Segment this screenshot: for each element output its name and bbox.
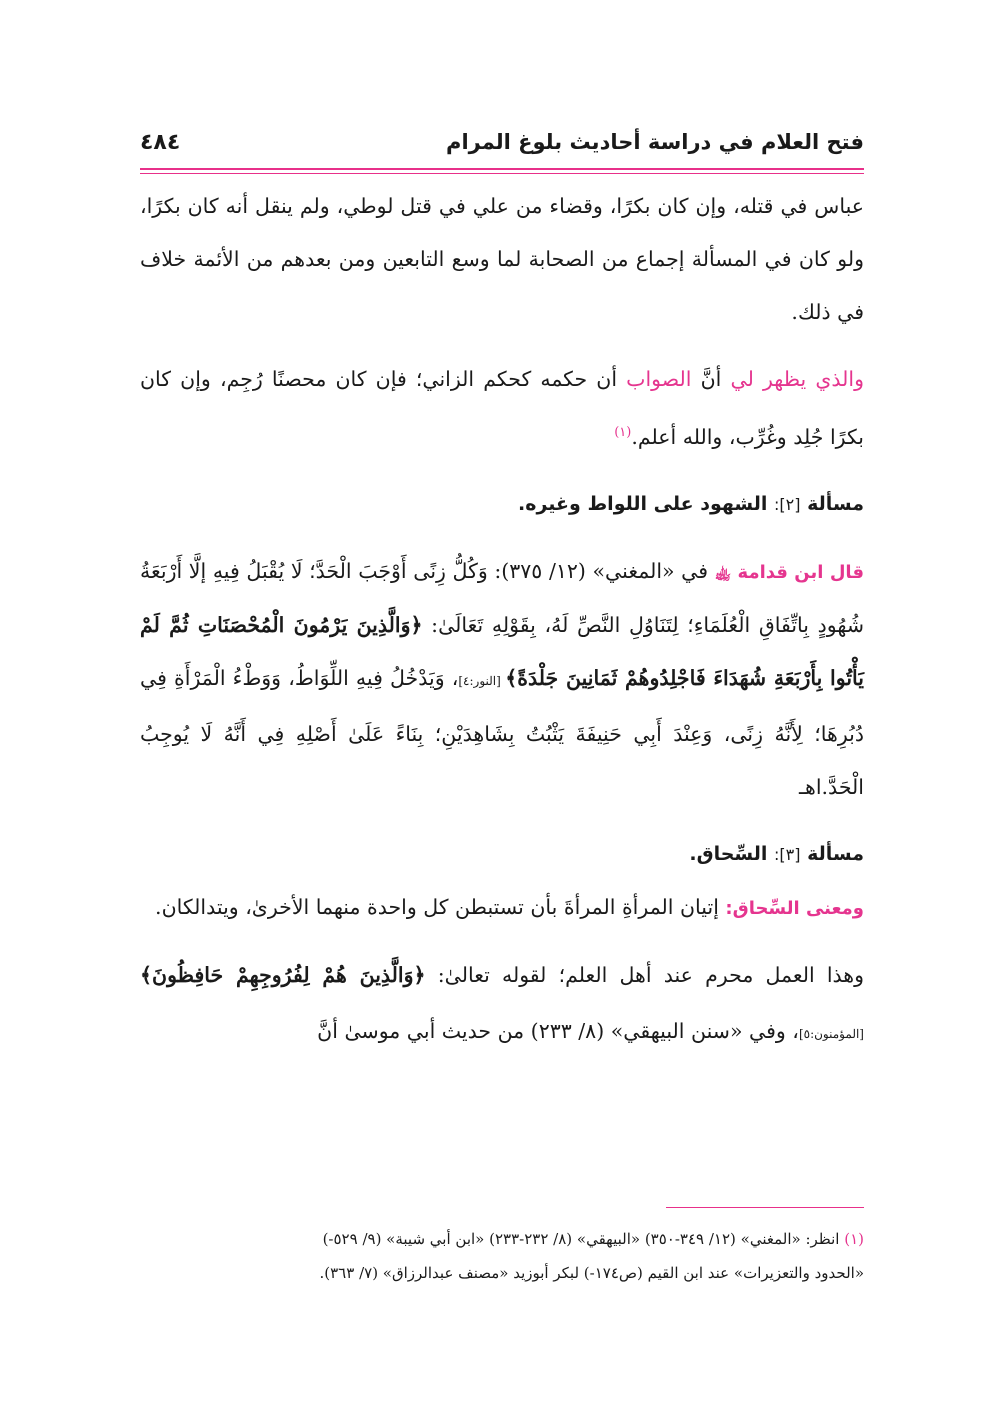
paragraph-5 xyxy=(140,949,864,1061)
header-rule-thin xyxy=(140,173,864,174)
issue-2-label: مسألة xyxy=(800,492,864,515)
page-number: ٤٨٤ xyxy=(140,129,181,155)
quran-verse-muminun: ﴿وَالَّذِينَ هُمْ لِفُرُوجِهِمْ حَافِظُونَ﴾ xyxy=(140,962,426,987)
issue-2-heading xyxy=(140,478,864,531)
page-header xyxy=(140,122,864,162)
p2-mid: أنَّ xyxy=(691,367,731,391)
footnote-reference[interactable]: (١) xyxy=(614,425,632,440)
p5-text-b: ، وفي «سنن البيهقي» (٨/ ٢٣٣) من حديث أبي موسىٰ أنَّ xyxy=(317,1018,799,1043)
issue-2-title: الشهود على اللواط وغيره. xyxy=(518,492,774,515)
header-rule xyxy=(140,168,864,170)
verse-reference-muminun: [المؤمنون:٥] xyxy=(798,1026,864,1041)
paragraph-3 xyxy=(140,545,864,814)
correct-word: الصواب xyxy=(626,367,692,391)
paragraph-1: عباس في قتله، وإن كان بكرًا، وقضاء من علي في قتل لوطي، ولم ينقل أنه كان بكرًا، ولو كان في المسألة إجماع من الصحابة لما وسع التابعين ومن بعدهم من الأئمة خلاف في ذلك. xyxy=(140,194,864,324)
issue-3-number: [٣]: xyxy=(774,844,801,864)
quran-verse-nur: ﴿وَالَّذِينَ يَرْمُونَ الْمُحْصَنَاتِ ثُمَّ لَمْ يَأْتُوا بِأَرْبَعَةِ شُهَدَاءَ فَاجْلِدُوهُمْ ثَمَانِينَ جَلْدَةً﴾ xyxy=(140,612,864,690)
footnote-number: (١) xyxy=(844,1230,864,1248)
page-body xyxy=(140,180,864,1061)
footnote-line-1 xyxy=(140,1222,864,1256)
p2-rest: أن حكمه كحكم الزاني؛ فإن كان محصنًا رُجِم، وإن كان بكرًا جُلِد وغُرِّب، والله أعلم. xyxy=(140,367,864,449)
footnote-text-1: انظر: «المغني» (١٢/ ٣٤٩-٣٥٠) «البيهقي» (٨/ ٢٣٢-٢٣٣) «ابن أبي شيبة» (٩/ ٥٢٩-) xyxy=(322,1230,845,1248)
definition-lead: ومعنى السِّحاق: xyxy=(725,897,864,919)
p5-text-a: وهذا العمل محرم عند أهل العلم؛ لقوله تعالىٰ: xyxy=(425,962,865,987)
footnote-line-2: «الحدود والتعزيرات» عند ابن القيم (ص١٧٤-) لبكر أبوزيد «مصنف عبدالرزاق» (٧/ ٣٦٣). xyxy=(319,1264,864,1282)
ibn-qudama-lead: قال ابن قدامة ﵀ xyxy=(714,561,864,583)
p4-rest: إتيان المرأةِ المرأةَ بأن تستبطن كل واحدة منهما الأخرىٰ، ويتدالكان. xyxy=(155,894,726,919)
issue-2-number: [٢]: xyxy=(774,494,801,514)
paragraph-2 xyxy=(140,353,864,464)
issue-3-heading xyxy=(140,828,864,881)
running-title: فتح العلام في دراسة أحاديث بلوغ المرام xyxy=(446,130,864,154)
p3-text-b: ، وَيَدْخُلُ فِيهِ اللِّوَاطُ، وَوَطْءُ الْمَرْأَةِ فِي دُبُرِهَا؛ لِأَنَّهُ زِنًى، وَعِنْدَ أَبِي حَنِيفَةَ يَثْبُتُ بِشَاهِدَيْنِ؛ بِنَاءً عَلَىٰ أَصْلِهِ فِي أَنَّهُ لَا يُوجِبُ الْحَدَّ.اهـ xyxy=(140,665,864,799)
footnote-rule xyxy=(666,1207,864,1208)
issue-3-title: السِّحاق. xyxy=(689,842,774,865)
footnote xyxy=(140,1222,864,1290)
issue-3-label: مسألة xyxy=(800,842,864,865)
paragraph-4 xyxy=(140,881,864,935)
p3-text-a: في «المغني» (١٢/ ٣٧٥): وَكُلُّ زِنًى أَوْجَبَ الْحَدَّ؛ لَا يُقْبَلُ فِيهِ إلَّا أَرْبَعَةُ شُهُودٍ بِاتِّفَاقِ الْعُلَمَاءِ؛ لِتَنَاوُلِ النَّصِّ لَهُ، بِقَوْلِهِ تَعَالَىٰ: xyxy=(140,558,865,637)
author-opinion-lead: والذي يظهر لي xyxy=(730,367,864,391)
verse-reference-nur: [النور:٤] xyxy=(458,673,506,688)
